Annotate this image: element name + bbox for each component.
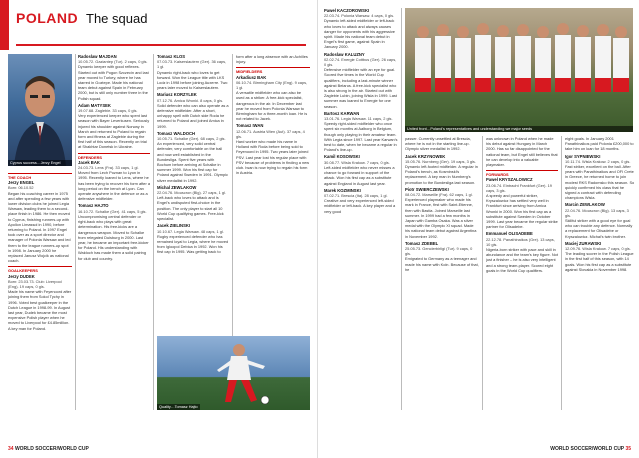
player-bio: Uncompromising central defender or right-back who plays with great determination. His free-kicks are a dangerous weapon. Moved to Schalke from relegated Duisburg in 2000. Last year, he became an important free-kicker for Poland. His understanding with Waldoch has made them a solid pairing for club and country. bbox=[78, 213, 149, 261]
player-bio: Speedy right-sided midfielder who once spent six months at Aalborg in Belgium, though only playing in their amateur team. With Legia since 1997. Last year Karwan's best to date, when he became a regular in Poland's line-up. bbox=[324, 121, 398, 153]
column-divider bbox=[153, 54, 154, 410]
player-bio: An experienced, very solid central defender, very comfortable on the ball and now well established in the Bundesliga. Spent five years with Bochum before arriving at Schalke in summer 1999. Won his first cap for Poland against Sweden in 1991. Olympic silver medallist in 1992. bbox=[157, 141, 228, 183]
coach-born: Born: 06.10.52 bbox=[8, 185, 34, 191]
section-heading-defenders: DEFENDERS bbox=[78, 153, 150, 160]
player-bio: Skillful striker with a good eye for goal who can trouble any defence. Normally a replacement for Olisadebe or Kryszalowicz. Michal's twin brother. bbox=[565, 218, 633, 239]
player-info: 22.04.76. Mouscron (Blg). 27 caps, 1 gl. bbox=[157, 190, 226, 196]
player-bio: Moved from Lech Poznan to Lyon in 1995. Recently loaned to Lens, where he has been trying to recover his form after a long period on the bench at Lyon. Can operate anywhere in the defence or as a defensive midfielder. bbox=[78, 170, 150, 202]
player-info: 12.06.71. Austria Wien (Aut). 37 caps, 4 gls. bbox=[236, 128, 305, 139]
player-bio: Made his name with Feyenoord after joining them from Sokol Tychy in 1996. Voted best goalkeeper in the Dutch League in 1998-99. In August last year, Dudek became the most expensive Polish player when he moved to Liverpool for £4.85million. A key man for Poland. bbox=[8, 289, 72, 331]
player-info: 10.05.71. Schalke (Ger). 68 caps, 2 gls. bbox=[157, 136, 226, 142]
player-info: 10.05.72. Gaziantep (Tur). 2 caps, 0 gls. bbox=[78, 59, 148, 65]
player-info: 08.04.72. Marseille (Fra). 62 caps, 1 gl. bbox=[405, 192, 473, 198]
player-info: 13.01.76. Legia Warsaw. 11 caps, 2 gls. bbox=[324, 116, 393, 122]
coach-portrait-image bbox=[8, 54, 72, 166]
player-bio: Left-back who loves to attack and is Engel's undisputed first-choice in the position. The only player to start all 10 World Cup qualifying games. Free-kick specialist. bbox=[157, 195, 224, 222]
coach-photo-caption: Cyprus success…Jerzy Engel bbox=[8, 160, 72, 166]
player-bio-continued: was unknown in Poland when he made his debut against Hungary in March 2000. Has so far disappointed for the national team, but Engel still believes that he can develop into a valuable playmaker. bbox=[486, 136, 558, 168]
footer-right bbox=[550, 446, 631, 452]
player-name: Tomasz KLOS bbox=[157, 54, 186, 59]
coach-bio: Began his coaching career in 1975 and after spending a few years with lower division clubs he joined Legia Warsaw, leading them to a second-place finish in 1986. He then moved to Cyprus, finishing runners-up with Apollon Limassol in 1990, before returning to Poland. In 1997 Engel took over as a sport director and manager of Polonia Warsaw and led them to the league runners-up spot in 1998. In January 2000 he replaced Janusz Wojcik as national coach. bbox=[8, 190, 71, 264]
player-name: Tomasz IWAN bbox=[236, 123, 264, 129]
player-name: Tomasz ZDEBEL bbox=[405, 240, 439, 246]
player-info: 30.08.77. Wisla Krakow. 7 caps, 0 gls. bbox=[324, 159, 390, 165]
player-bio-continued: eight goals. In January 2001 Panathinaikos paid Polonia £200,000 to take him on loan for 18 months. bbox=[565, 136, 634, 152]
player-name: Jacek KRZYNOWEK bbox=[405, 153, 446, 159]
player-name: Bartosz KARWAN bbox=[324, 110, 360, 116]
player-bio: Defensive midfielder with an eye for goal. Scored five times in the World Cup qualifiers, including a last-minute winner against Belarus. A free-kick specialist who is also strong in the air. Started out with Zaglebie Lubin, joining Wisla in 1999. Last summer was loaned to Energie for one season. bbox=[324, 67, 397, 109]
player-name: Adam MATYSEK bbox=[78, 102, 111, 108]
team-group-image bbox=[405, 8, 633, 132]
player-name: Radoslaw KALUZNY bbox=[324, 51, 365, 57]
section-heading-coach: THE COACH bbox=[8, 173, 72, 180]
player-bio: Experienced playmaker who made his mark in France, first with Saint-Etienne, then with Bastia. Joined Marseille last summer. In 1999 had a few months in Japan with Gamba Osaka. Was a silver medal with the Olympic XI squad. Made his national team debut against Argentina in November 1992. bbox=[405, 197, 477, 239]
player-bio: Dynamic keeper with good reflexes. Started out with Pogon Szczecin and last year moved to Turkey, where he has starred in Goztepe. Made his national team debut against Spain in February 2000, but is still only number three in the Polish squad. bbox=[78, 64, 149, 101]
player-info: 22.03.74. Polonia Warsaw. 4 caps, 0 gls. bbox=[324, 13, 395, 19]
player-info: 16.10.72. Schalke (Ger). 41 caps, 5 gls. bbox=[78, 208, 147, 214]
right-page bbox=[320, 0, 639, 458]
page-title bbox=[16, 10, 147, 27]
player-info: 22.12.78. Panathinaikos (Gre). 13 caps, 10 gls. bbox=[486, 236, 555, 247]
section-heading-goalkeepers: GOALKEEPERS bbox=[8, 266, 72, 273]
player-bio: Emigrated to Germany as a teenager and made his name with Koln. Because of that, he bbox=[405, 256, 479, 272]
player-info: 15.05.76. Nurnberg (Ger). 19 caps, 3 gls. bbox=[405, 158, 476, 164]
player-bio: Creative and very experienced left-sided midfielder or left-back. A key player and a very good bbox=[324, 198, 396, 214]
player-name: Pawel KACZOROWSKI bbox=[324, 8, 370, 13]
column-divider bbox=[75, 54, 76, 410]
team-photo-caption: United front…Poland's representatives and understanding we major seeds bbox=[405, 126, 633, 132]
player-info: Born: 23.03.73. Club: Liverpool (Eng). 19 caps, 0 gls. bbox=[8, 278, 62, 290]
player-bio: Solid defender who can also operate as a defensive midfielder. After a short, unhappy spell with Dutch side Roda he returned to Poland and joined Amica in 1999. bbox=[157, 102, 229, 129]
player-bio: Dynamic left-sided midfielder or left-back who loves to attack and always causes danger for opponents with his aggressive spirit. Made his national team debut in Engel's first game, against Spain in January 2000. bbox=[324, 18, 395, 50]
team-photo bbox=[405, 8, 633, 132]
player-name: Jacek ZIELINSKI bbox=[157, 223, 191, 229]
player-name: Maciej ZURAWSKI bbox=[565, 240, 602, 246]
player-info: 07.12.76. Amica Wronki. 8 caps, 0 gls. bbox=[157, 97, 224, 103]
player-bio: Hard worker who made his name in Holland with Roda before being sold to Feyenoord in 1995. Two years later joined PSV. Last year lost his regular place with PSV because of problems in finding a new club. Iwan is now trying to regain his form in Austria. bbox=[236, 139, 310, 176]
footer-left bbox=[8, 446, 89, 452]
player-bio: Dynamic right-back who loves to get forward. Won the League title with LKS Lodz in 1998 before joining Auxerre. Two years later moved to Kaiserslautern. bbox=[157, 69, 228, 91]
player-name: Emmanuel OLISADEBE bbox=[486, 231, 533, 237]
player-name: Jacek BAK bbox=[78, 159, 100, 165]
player-name: Tomasz HAJTO bbox=[78, 203, 109, 209]
player-bio: Fast striker, excellent on the ball. After years with Panathinaikos and OFI Crete in Greece, he returned home to join modest RKS Radomsko this season. So quickly confirmed his class that he signed a contract with defending champions Wisla. bbox=[565, 164, 635, 201]
player-info: 02.02.74. Energie Cottbus (Ger). 26 caps, 0 gls. bbox=[324, 56, 397, 68]
page-number-right: 35 bbox=[625, 446, 631, 452]
player-bio: A speedy and powerful striker, Kryszalowicz has settled very well in Frankfurt since arriving from Amica Wronki in 2000. Won his first cap as a substitute against Sweden in October 1999. Last year became the regular strike partner for Olisadebe. bbox=[486, 193, 558, 230]
player-name: Piotr SWIERCZEWSKI bbox=[405, 186, 449, 192]
player-name: Pawel KRYSZALOWICZ bbox=[486, 177, 533, 183]
player-info: 19.07.68. Zaglebie. 33 caps, 0 gls. bbox=[78, 108, 138, 114]
coach-photo bbox=[8, 54, 72, 166]
column-8 bbox=[565, 136, 635, 410]
player-name: Marek KOZMINSKI bbox=[324, 187, 361, 193]
section-heading-forwards: FORWARDS bbox=[486, 170, 558, 177]
title-subtitle: The squad bbox=[86, 11, 148, 26]
player-bio: Nigeria-born striker with pace and skill in abundance and the team's key figure. Not just a finisher – he is also very intelligent and a strong team-player. Scored eight goals in the World Cup qualifiers. bbox=[486, 247, 558, 273]
footer-publication-left: WORLD SOCCER/WORLD CUP bbox=[14, 446, 89, 452]
column-divider bbox=[401, 8, 402, 410]
left-page bbox=[0, 0, 318, 458]
player-info: 24.03.73. Lens (Fra). 33 caps, 1 gl. bbox=[78, 165, 139, 171]
player-info: 07.02.71. Brescia (Ita). 28 caps, 1 gl. bbox=[324, 192, 388, 198]
player-info: 12.09.76. Wisla Krakow. 7 caps, 0 gls. bbox=[565, 246, 631, 252]
coach-name: Jerzy ENGEL bbox=[8, 180, 35, 186]
player-info: 22.04.76. Mouscron (Blg). 13 caps, 3 gls. bbox=[565, 207, 629, 218]
player-info: 06.10.74. Birmingham City (Eng). 9 caps, 1 gl. bbox=[236, 79, 308, 91]
column-2 bbox=[78, 54, 150, 410]
player-bio: Rugby experienced defender who has remained loyal to Legia, where he moved from Igloopol Debica in 1992. Won his first cap in 1995. Was getting back to bbox=[157, 233, 229, 255]
player-name: Mariusz KORZYLEK bbox=[157, 92, 197, 98]
column-7 bbox=[486, 136, 558, 410]
player-bio: Very experienced keeper who spent last season with Bayer Leverkusen. Seriously injured his shoulder against Norway in March and returned to Poland to regain form and fitness at Zaglebie during the first half of this season. Recently on trial at Shakhtar Donetsk in Ukraine. bbox=[78, 113, 150, 150]
column-divider bbox=[561, 136, 562, 410]
player-bio: The leading scorer in the Polish League in the first half of this season, with 14 goals. Won his first cap as a substitute against Slovakia in November 1998. bbox=[565, 251, 634, 272]
player-name: Igor SYPNIEWSKI bbox=[565, 153, 601, 159]
red-corner-accent bbox=[0, 0, 9, 50]
footer-publication-right: WORLD SOCCER/WORLD CUP bbox=[550, 446, 625, 452]
player-action-photo bbox=[157, 336, 310, 410]
player-name: Jerzy DUDEK bbox=[8, 273, 35, 279]
player-info: 10.11.74. Wisla Krakow. 2 caps, 0 gls. bbox=[565, 158, 631, 164]
player-name: Kamil KOSOWSKI bbox=[324, 154, 360, 160]
player-info: 23.06.74. Eintracht Frankfurt (Ger). 19 caps, 3 gls. bbox=[486, 182, 552, 193]
player-name: Michal ZEWLAKOW bbox=[157, 184, 197, 190]
player-bio-continued: passer. Currently unsettled at Brescia, where he is not in the starting line-up. Olympic silver medallist in 1992. bbox=[405, 136, 471, 152]
player-info: 10.10.67. Legia Warsaw. 48 caps, 1 gl. bbox=[157, 228, 224, 234]
section-heading-midfielders: MIDFIELDERS bbox=[236, 67, 310, 74]
player-name: Radoslaw MAJDAN bbox=[78, 54, 117, 59]
page-number-left: 34 bbox=[8, 446, 14, 452]
player-bio-continued: form after a long absence with an Achilles injury. bbox=[236, 54, 308, 65]
player-name: Marcin ZEWLAKOW bbox=[565, 202, 605, 208]
player-action-image bbox=[157, 336, 310, 410]
player-bio: A versatile midfielder who can also be used as a striker. A free-kick specialist, dangerous in the air. In December last year he moved from Polonia Warsaw to Birmingham for a three-month loan. He is not related to Jacek. bbox=[236, 90, 308, 122]
column-1 bbox=[8, 170, 72, 410]
player-bio: Left-sided midfielder who never misses a chance to go forward in support of the attack. Won his first cap as a substitute against England in August last year. bbox=[324, 164, 395, 186]
player-info: 25.05.73. Genclerbirligi (Tur). 9 caps, 0 gls. bbox=[405, 246, 473, 257]
column-divider bbox=[482, 136, 483, 410]
player-photo-caption: Quality…Tomasz Hajto bbox=[159, 405, 198, 409]
player-name: Tomasz WALDOCH bbox=[157, 130, 196, 136]
column-6 bbox=[405, 136, 479, 410]
title-underline bbox=[16, 44, 306, 46]
player-bio: Dynamic left-footed midfielder. A regular in Poland's bench, as Kosminski's replacement. A key man in Nurnberg's promotion to the Bundesliga last season. bbox=[405, 164, 478, 185]
column-5 bbox=[324, 8, 398, 410]
column-4 bbox=[236, 54, 310, 334]
title-country: POLAND bbox=[16, 10, 79, 26]
player-info: 07.03.73. Kaiserslautern (Ger). 36 caps, 1 gl. bbox=[157, 59, 227, 70]
player-name: Arkadiusz BAK bbox=[236, 74, 267, 80]
